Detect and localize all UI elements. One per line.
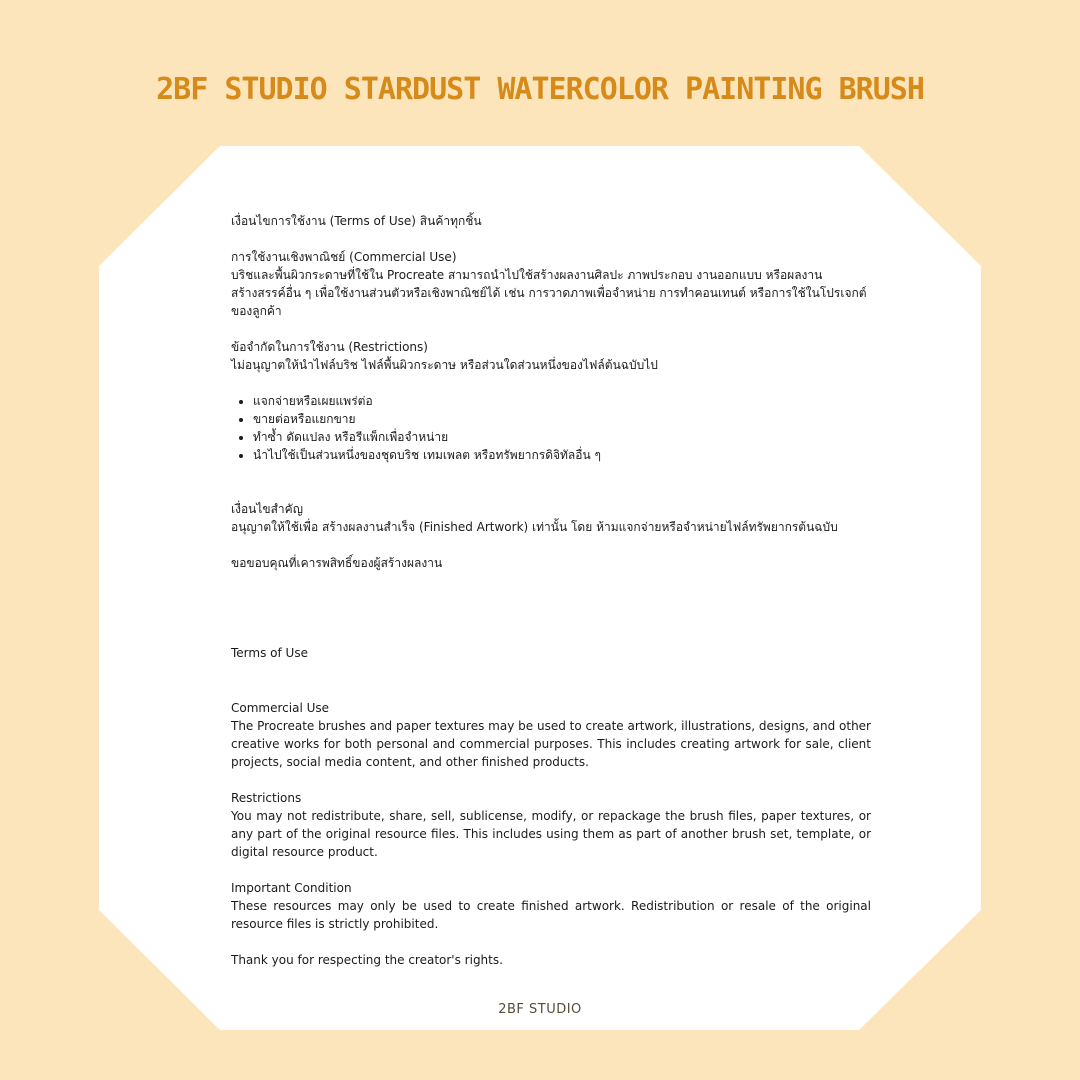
page-title: 2BF STUDIO STARDUST WATERCOLOR PAINTING BRUSH (156, 72, 924, 107)
list-item: • แจกจ่ายหรือเผยแพร่ต่อ (253, 392, 871, 410)
english-important-body: These resources may only be used to create finished artwork. Redistribution or resale of the original resource files is strictly prohibited. (231, 899, 871, 931)
thai-terms-section (231, 212, 871, 572)
list-item: • ขายต่อหรือแยกขาย (253, 410, 871, 428)
english-heading: Terms of Use (231, 646, 308, 660)
thai-heading: เงื่อนไขการใช้งาน (Terms of Use) สินค้าทุกชิ้น (231, 214, 482, 228)
thai-important-heading: เงื่อนไขสำคัญ (231, 502, 303, 516)
thai-important-body: อนุญาตให้ใช้เพื่อ สร้างผลงานสำเร็จ (Finished Artwork) เท่านั้น โดย ห้ามแจกจ่ายหรือจำหน่ายไฟล์ทรัพยากรต้นฉบับ (231, 520, 838, 534)
thai-thanks: ขอขอบคุณที่เคารพสิทธิ์ของผู้สร้างผลงาน (231, 556, 443, 570)
thai-restrictions-list (231, 392, 871, 464)
thai-commercial-body: บริชและพื้นผิวกระดาษที่ใช้ใน Procreate สามารถนำไปใช้สร้างผลงานศิลปะ ภาพประกอบ งานออกแบบ หรือผลงานสร้างสรรค์อื่น ๆ เพื่อใช้งานส่วนตัวหรือเชิงพาณิชย์ได้ เช่น การวาดภาพเพื่อจำหน่าย การทำคอนเทนต์ หรือการใช้ในโปรเจกต์ของลูกค้า (231, 268, 867, 318)
list-item: • นำไปใช้เป็นส่วนหนึ่งของชุดบริช เทมเพลต หรือทรัพยากรดิจิทัลอื่น ๆ (253, 446, 871, 464)
list-item: • ทำซ้ำ ดัดแปลง หรือรีแพ็กเพื่อจำหน่าย (253, 428, 871, 446)
english-restrictions-body: You may not redistribute, share, sell, sublicense, modify, or repackage the brush files, paper textures, or any part of the original resource files. This includes using them as part of another brush set, template, or digital resource product. (231, 809, 871, 859)
footer-brand: 2BF STUDIO (498, 1002, 582, 1017)
english-commercial-body: The Procreate brushes and paper textures may be used to create artwork, illustrations, designs, and other creative works for both personal and commercial purposes. This includes creating artwork for sale, client projects, social media content, and other finished products. (231, 719, 871, 769)
thai-restrictions-body: ไม่อนุญาตให้นำไฟล์บริช ไฟล์พื้นผิวกระดาษ หรือส่วนใดส่วนหนึ่งของไฟล์ต้นฉบับไป (231, 358, 658, 372)
english-thanks: Thank you for respecting the creator's rights. (231, 953, 503, 967)
english-restrictions-heading: Restrictions (231, 791, 302, 805)
terms-content (231, 212, 871, 969)
english-important-heading: Important Condition (231, 881, 352, 895)
english-commercial-heading: Commercial Use (231, 701, 330, 715)
thai-commercial-heading: การใช้งานเชิงพาณิชย์ (Commercial Use) (231, 250, 457, 264)
thai-restrictions-heading: ข้อจำกัดในการใช้งาน (Restrictions) (231, 340, 428, 354)
english-terms-section (231, 644, 871, 969)
